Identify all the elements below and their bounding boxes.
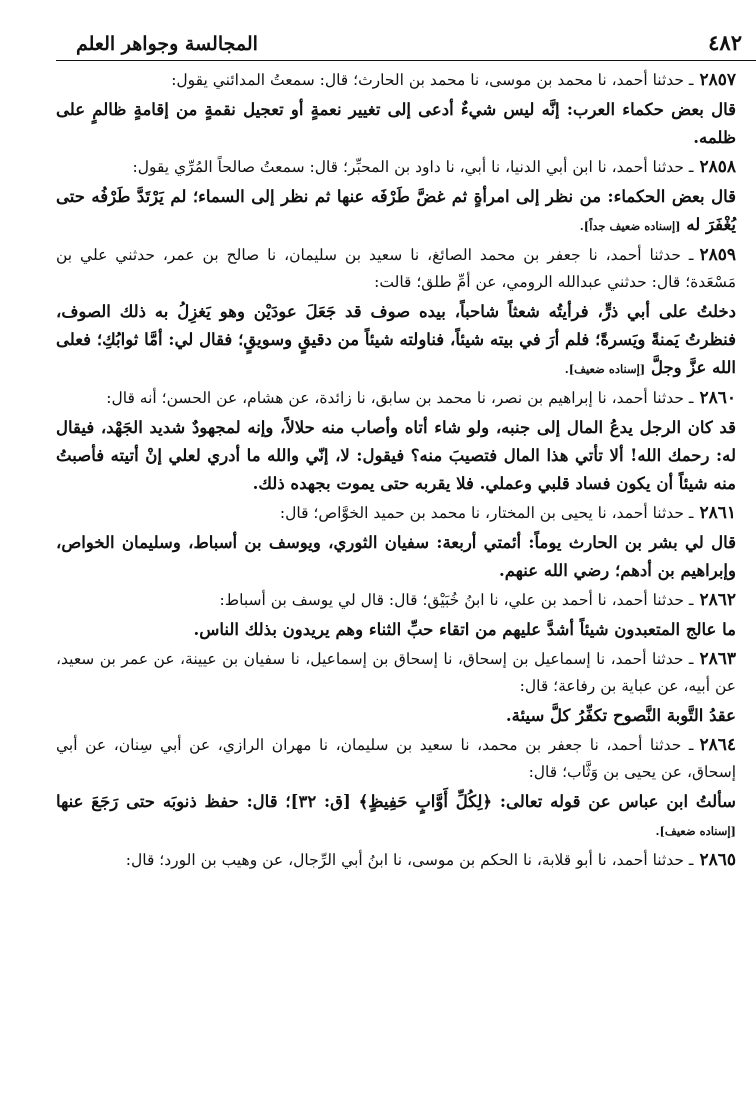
book-title: المجالسة وجواهر العلم	[76, 33, 258, 55]
hadith-text	[56, 702, 756, 730]
book-page	[56, 0, 756, 874]
hadith-text	[56, 298, 756, 383]
page-header	[56, 30, 756, 61]
matn-text: قد كان الرجل يدعُ المال إلى جنبه، ولو شاء أتاه وأصاب منه حلالاً، وإنه لمجهودٌ شديد الجَهْد، فيقال له: رحمك الله! ألا تأتي هذا المال فتصيبَ منه؟ فيقول: لا، إنّي والله ما أدري لعلي إنْ أتيته فأصبتُ منه شيئاً أن يكون فساد قلبي وعملي. فلا يقربه حتى يموت بجهده ذلك.	[56, 418, 736, 493]
matn-text: ما عالج المتعبدون شيئاً أشدَّ عليهم من اتقاء حبِّ الثناء وهم يريدون بذلك الناس.	[193, 620, 736, 639]
hadith-isnad	[56, 385, 756, 412]
hadith-text	[56, 616, 756, 644]
isnad-text: ـ حدثنا أحمد، نا إبراهيم بن نصر، نا محمد بن سابق، نا زائدة، عن هشام، عن الحسن؛ أنه قال:	[106, 389, 694, 407]
matn-text: عقدُ التَّوبة النَّصوح تكفِّرُ كلَّ سيئة.	[505, 706, 736, 725]
isnad-text: ـ حدثنا أحمد، نا جعفر بن محمد الصائغ، نا سعيد بن سليمان، نا صالح بن عمر، حدثني علي بن مَسْعَدة؛ قال: حدثني عبدالله الرومي، عن أمِّ طلق؛ قالت:	[56, 246, 736, 291]
hadith-isnad	[56, 732, 756, 786]
matn-text: قال بعض حكماء العرب: إنَّه ليس شيءٌ أدعى إلى تغيير نعمةٍ أو تعجيل نقمةٍ من إقامةٍ ظالمٍ على ظلمه.	[56, 100, 736, 147]
hadith-text	[56, 529, 756, 585]
hadith-number: ٢٨٦٢	[699, 590, 736, 610]
isnad-text: ـ حدثنا أحمد، نا أحمد بن علي، نا ابنُ خُبَيْق؛ قال: قال لي يوسف بن أسباط:	[219, 591, 694, 609]
hadith-isnad	[56, 154, 756, 181]
grading-note: [إسناده ضعيف جداً].	[579, 219, 681, 233]
hadith-isnad	[56, 242, 756, 296]
grading-note: [إسناده ضعيف].	[655, 824, 736, 838]
hadith-isnad	[56, 587, 756, 614]
hadith-number: ٢٨٦٠	[699, 388, 736, 408]
hadith-number: ٢٨٦٥	[699, 850, 736, 870]
hadith-number: ٢٨٦١	[699, 503, 736, 523]
isnad-text: ـ حدثنا أحمد، نا جعفر بن محمد، نا سعيد بن سليمان، نا مهران الرازي، عن أبي سِنان، عن أبي إسحاق، عن يحيى بن وَثَّاب؛ قال:	[56, 736, 736, 781]
isnad-text: ـ حدثنا أحمد، نا إسماعيل بن إسحاق، نا إسحاق بن إسماعيل، نا سفيان بن عيينة، عن عمر بن سعيد، عن أبيه، عن عباية بن رفاعة؛ قال:	[56, 650, 736, 695]
isnad-text: ـ حدثنا أحمد، نا ابن أبي الدنيا، نا أبي، نا داود بن المحبِّر؛ قال: سمعتُ صالحاً المُرِّي يقول:	[132, 158, 694, 176]
hadith-text	[56, 183, 756, 240]
hadith-isnad	[56, 646, 756, 700]
hadith-text	[56, 788, 756, 845]
hadith-text	[56, 96, 756, 152]
matn-text: قال بعض الحكماء: من نظر إلى امرأةٍ ثم غضَّ طَرْفَه عنها ثم نظر إلى السماء؛ لم يَرْتَدَّ طَرْفُه حتى يُغْفَرَ له	[56, 187, 736, 234]
matn-text: سألتُ ابن عباس عن قوله تعالى: ﴿لِكُلِّ أَوَّابٍ حَفِيظٍ﴾ [ق: ٣٢]؛ قال: حفظ ذنوبَه حتى رَجَعَ عنها	[56, 792, 736, 811]
isnad-text: ـ حدثنا أحمد، نا يحيى بن المختار، نا محمد بن حميد الخوَّاص؛ قال:	[279, 504, 694, 522]
hadith-number: ٢٨٥٩	[699, 245, 736, 265]
hadith-text	[56, 414, 756, 498]
page-body	[56, 61, 756, 874]
grading-note: [إسناده ضعيف].	[564, 362, 646, 376]
isnad-text: ـ حدثنا أحمد، نا محمد بن موسى، نا محمد بن الحارث؛ قال: سمعتُ المدائني يقول:	[171, 71, 694, 89]
hadith-number: ٢٨٦٤	[699, 735, 736, 755]
hadith-number: ٢٨٥٨	[699, 157, 736, 177]
hadith-number: ٢٨٦٣	[699, 649, 736, 669]
hadith-isnad	[56, 500, 756, 527]
isnad-text: ـ حدثنا أحمد، نا أبو قلابة، نا الحكم بن موسى، نا ابنُ أبي الرِّجال، عن وهيب بن الورد؛ قال:	[125, 851, 694, 869]
matn-text: قال لي بشر بن الحارث يوماً: أئمتي أربعة: سفيان الثوري، ويوسف بن أسباط، وسليمان الخواص، وإبراهيم بن أدهم؛ رضي الله عنهم.	[56, 533, 736, 580]
matn-text: دخلتُ على أبي ذرٍّ، فرأيتُه شعثاً شاحباً، بيده صوف قد جَعَلَ عودَيْن وهو يَغزِلُ به ذلك الصوف، فنظرتُ يَمنةً ويَسرةً؛ فلم أرَ في بيته شيئاً، فناولته شيئاً من دقيقٍ وسويقٍ؛ فقال لي: أمَّا ثوابُكِ؛ فعلى الله عزَّ وجلَّ	[56, 302, 736, 377]
hadith-number: ٢٨٥٧	[699, 70, 736, 90]
page-number: ٤٨٢	[708, 30, 742, 55]
hadith-isnad	[56, 67, 756, 94]
hadith-isnad	[56, 847, 756, 874]
